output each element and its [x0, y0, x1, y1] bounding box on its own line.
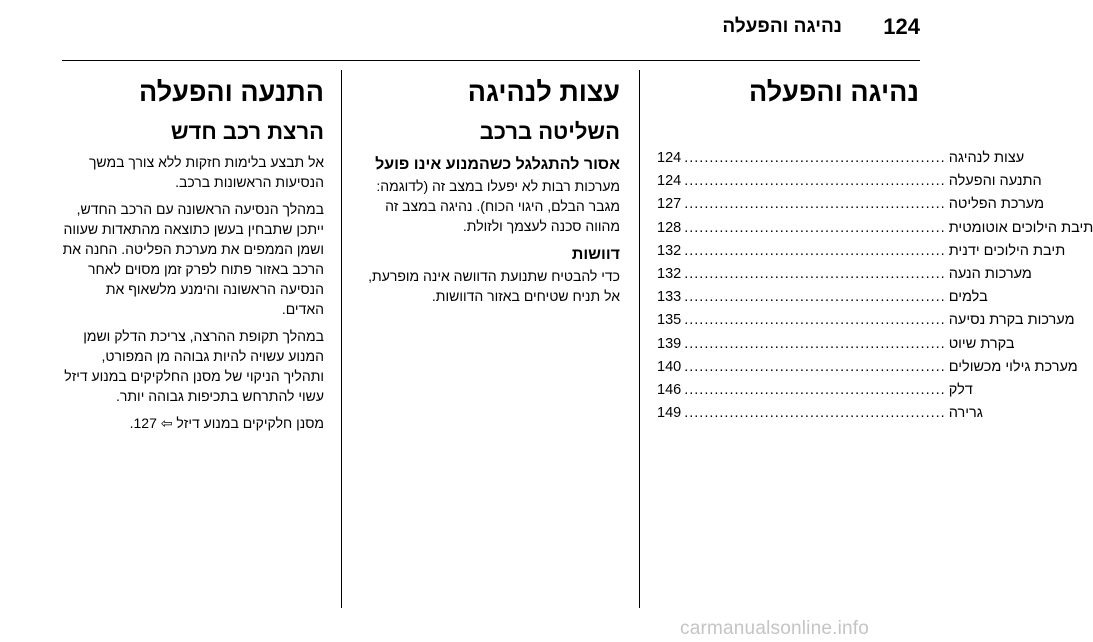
toc-label: תיבת הילוכים אוטומטית	[948, 219, 1093, 236]
pedals-heading: דוושות	[571, 246, 620, 263]
toc-entry[interactable]	[657, 173, 1042, 196]
toc-page: 124	[657, 150, 682, 166]
toc-page: 140	[657, 358, 682, 375]
toc-page: 149	[657, 405, 682, 422]
toc-page: 128	[657, 219, 682, 236]
toc-leader: ....................................................	[684, 312, 946, 329]
toc-leader: ....................................................	[684, 150, 946, 166]
toc-label: תיבת הילוכים ידנית	[948, 242, 1066, 259]
section-title: עצות לנהיגה	[467, 77, 620, 107]
table-of-contents	[657, 150, 1093, 428]
paragraph: אל תבצע בלימות חזקות ללא צורך במשך הנסיעות הראשונות ברכב.	[88, 154, 324, 190]
section-subtitle: השליטה ברכב	[479, 119, 620, 144]
toc-label: מערכת הפליטה	[948, 196, 1045, 213]
toc-label: מערכת גילוי מכשולים	[948, 358, 1078, 375]
toc-leader: ....................................................	[684, 265, 946, 282]
toc-leader: ....................................................	[684, 173, 946, 190]
starting-operating-column	[62, 74, 324, 440]
column-divider	[639, 70, 640, 608]
toc-leader: ....................................................	[684, 405, 946, 422]
page-header	[0, 14, 960, 48]
no-coasting-text: מערכות רבות לא יפעלו במצב זה (לדוגמה: מגבר הבלם, היגוי הכוח). נהיגה במצב זה מהווה סכנה לעצמך ולזולת.	[376, 178, 620, 234]
toc-leader: ....................................................	[684, 196, 946, 213]
toc-entry[interactable]	[657, 219, 1093, 243]
watermark: carmanualsonline.info	[680, 618, 870, 639]
section-title: התנעה והפעלה	[139, 77, 324, 107]
toc-page: 124	[657, 173, 682, 190]
section-subtitle: הרצת רכב חדש	[170, 119, 324, 144]
toc-leader: ....................................................	[684, 219, 946, 236]
toc-entry[interactable]	[657, 196, 1045, 219]
toc-leader: ....................................................	[684, 381, 946, 398]
toc-page: 133	[657, 289, 682, 306]
toc-label: בלמים	[948, 289, 988, 306]
toc-leader: ....................................................	[684, 358, 946, 375]
toc-page: 146	[657, 381, 682, 398]
toc-entry[interactable]	[657, 289, 988, 312]
toc-entry[interactable]	[657, 265, 1032, 289]
cross-reference[interactable]: מסנן חלקיקים במנוע דיזל ⇦ 127.	[129, 415, 324, 431]
toc-entry[interactable]	[657, 381, 973, 405]
toc-entry[interactable]	[657, 242, 1066, 266]
header-rule	[62, 60, 920, 61]
paragraph: במהלך תקופת ההרצה, צריכת הדלק ושמן המנוע עשויה להיות גבוהה מן המפורט, ותהליך הניקוי של מסנן החלקיקים במנוע דיזל עשוי להתרחש בתכיפות גבוהה יותר.	[64, 328, 324, 404]
toc-entry[interactable]	[657, 150, 1025, 173]
toc-label: מערכות הנעה	[948, 265, 1032, 282]
column-divider	[341, 70, 342, 608]
no-coasting-heading: אסור להתגלגל כשהמנוע אינו פועל	[375, 156, 620, 173]
toc-page: 139	[657, 335, 682, 352]
toc-label: גרירה	[948, 405, 983, 422]
toc-page: 132	[657, 265, 682, 282]
paragraph: במהלך הנסיעה הראשונה עם הרכב החדש, ייתכן שתבחין בעשן כתוצאה מהתאדות שעווה ושמן הממפים את מערכת הפליטה. החנה את הרכב באזור פתוח לפרק זמן מסוים לאחר הנסיעה הראשונה והימנע מלשאוף את האדים.	[62, 201, 324, 317]
chapter-contents-column	[657, 74, 1093, 428]
toc-entry[interactable]	[657, 335, 1015, 359]
toc-label: מערכות בקרת נסיעה	[948, 312, 1075, 329]
toc-leader: ....................................................	[684, 335, 946, 352]
toc-entry[interactable]	[657, 312, 1075, 335]
pedals-text: כדי להבטיח שתנועת הדוושה אינה מופרעת, אל תניח שטיחים באזור הדוושות.	[368, 268, 620, 304]
toc-label: דלק	[948, 381, 973, 398]
toc-leader: ....................................................	[684, 289, 946, 306]
toc-entry[interactable]	[657, 405, 983, 428]
toc-label: בקרת שיוט	[948, 335, 1015, 352]
chapter-title: נהיגה והפעלה	[748, 77, 919, 107]
toc-page: 132	[657, 242, 682, 259]
toc-page: 135	[657, 312, 682, 329]
toc-entry[interactable]	[657, 358, 1078, 382]
toc-label: עצות לנהיגה	[948, 150, 1025, 166]
running-title: נהיגה והפעלה	[722, 16, 842, 37]
driving-hints-column	[356, 74, 620, 313]
toc-page: 127	[657, 196, 682, 213]
page-number: 124	[883, 14, 920, 39]
toc-label: התנעה והפעלה	[948, 173, 1042, 190]
toc-leader: ....................................................	[684, 242, 946, 259]
